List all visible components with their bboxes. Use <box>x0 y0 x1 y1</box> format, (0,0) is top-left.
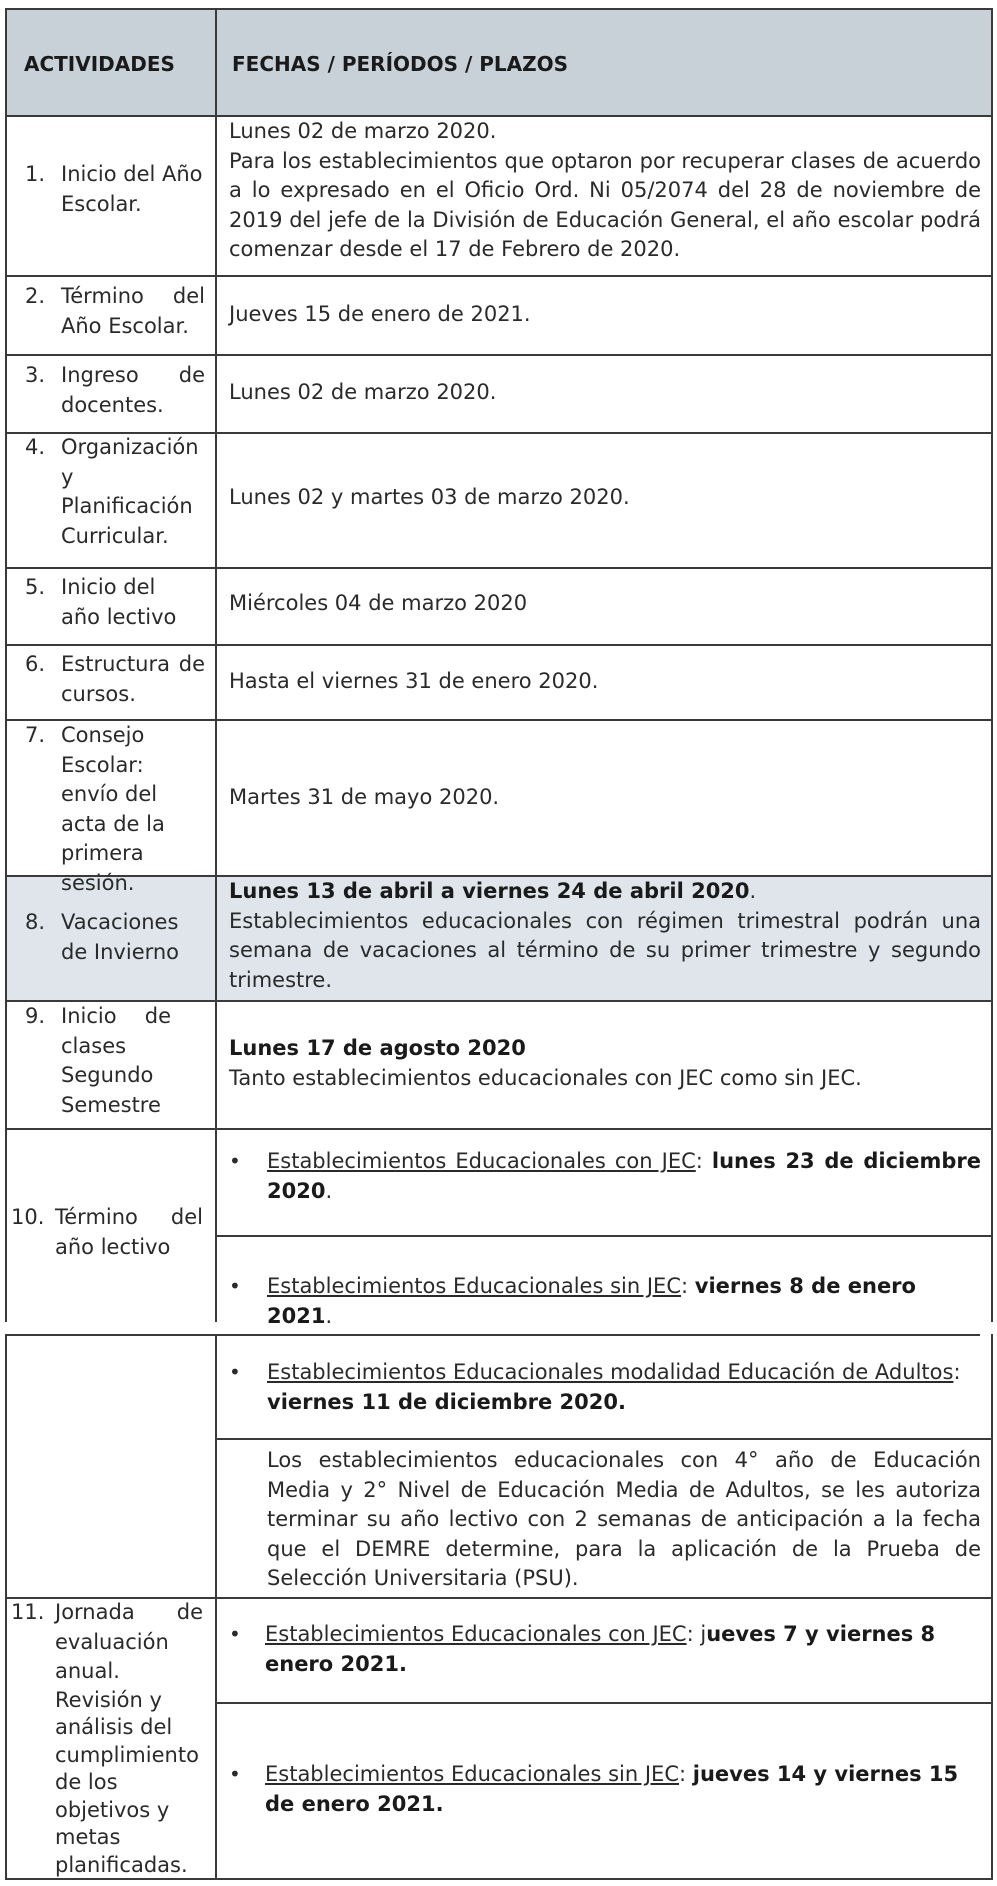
date-2: Jueves 15 de enero de 2021. <box>229 302 531 326</box>
activity-7 <box>5 721 215 898</box>
item-end: . <box>325 1178 333 1203</box>
activity-8 <box>5 908 215 967</box>
item-label: Establecimientos Educacionales con JEC <box>267 1149 696 1173</box>
activity-label: Término del Año Escolar. <box>61 284 205 338</box>
activity-label: Inicio de clases Segundo Semestre <box>61 1004 171 1117</box>
item-sep: : <box>680 1274 695 1298</box>
activity-number: 7. <box>25 723 46 747</box>
bullet-icon: • <box>229 1622 241 1646</box>
activity-number: 2. <box>25 284 46 308</box>
item-value: viernes 11 de diciembre 2020. <box>267 1389 626 1414</box>
item-value: ueves 7 y viernes 8 enero 2021. <box>265 1622 936 1676</box>
item-value: jueves 14 y viernes 15 de enero 2021. <box>265 1762 959 1816</box>
date-line: Lunes 02 de marzo 2020. <box>229 119 497 143</box>
date-9 <box>229 1034 981 1093</box>
item-sep: : j <box>686 1622 707 1646</box>
activity-number: 6. <box>25 652 46 676</box>
end-item-jec <box>229 1147 981 1206</box>
end-note: Los establecimientos educacionales con 4° año de Educación Media y 2° Nivel de Educación Media de Adultos, se les autoriza terminar su año lectivo con 2 semanas de anticipación a la fecha que el DEMRE determine, para la aplicación de la Prueba de Selección Universitaria (PSU). <box>267 1448 981 1590</box>
date-5: Miércoles 04 de marzo 2020 <box>229 591 528 615</box>
activity-label: Inicio del Año Escolar. <box>61 162 203 216</box>
activity-number: 11. <box>11 1600 45 1624</box>
activity-5 <box>5 573 215 632</box>
item-label: Establecimientos Educacionales sin JEC <box>265 1762 679 1786</box>
item-label: Establecimientos Educacionales modalidad Educación de Adultos <box>267 1360 954 1384</box>
eval-item-sin-jec <box>229 1760 981 1819</box>
item-value: viernes 8 de enero 2021 <box>267 1274 916 1328</box>
activity-11 <box>0 1598 215 1879</box>
activity-1 <box>5 160 215 219</box>
date-1 <box>229 117 981 265</box>
date-detail: Para los establecimientos que optaron por recuperar clases de acuerdo a lo expresado en el Oficio Ord. Ni 05/2074 del 28 de noviembre de 2019 del jefe de la División de Educación General, el año escolar podrá comenzar desde el 17 de Febrero de 2020. <box>229 148 981 261</box>
activity-label: Ingreso de docentes. <box>61 363 205 417</box>
item-end: . <box>325 1303 333 1328</box>
activity-label: Consejo Escolar: envío del acta de la primera sesión. <box>61 723 165 895</box>
activity-10 <box>0 1203 215 1262</box>
date-bold: Lunes 17 de agosto 2020 <box>229 1036 526 1060</box>
bullet-icon: • <box>229 1274 241 1298</box>
activity-number: 10. <box>11 1205 45 1229</box>
date-line <box>229 877 981 907</box>
activity-label: Vacaciones de Invierno <box>61 910 180 964</box>
item-sep: : <box>678 1762 693 1786</box>
end-item-sin-jec <box>229 1272 981 1331</box>
bullet-icon: • <box>229 1149 241 1173</box>
activity-label: Organización y Planificación Curricular. <box>61 435 199 548</box>
item-value: lunes 23 de diciembre 2020 <box>267 1149 981 1203</box>
date-3: Lunes 02 de marzo 2020. <box>229 380 497 404</box>
activity-number: 4. <box>25 435 46 459</box>
header-dates: FECHAS / PERÍODOS / PLAZOS <box>232 52 569 76</box>
activity-label: Jornada de evaluación anual. <box>55 1600 203 1683</box>
activity-label: Término del año lectivo <box>55 1205 203 1259</box>
activity-label: Estructura de cursos. <box>61 652 205 706</box>
header-activities: ACTIVIDADES <box>24 52 175 76</box>
eval-item-jec <box>229 1620 981 1679</box>
date-8 <box>229 877 981 995</box>
date-bold: Lunes 13 de abril a viernes 24 de abril 2020 <box>229 879 750 903</box>
bullet-icon: • <box>229 1360 241 1384</box>
date-6: Hasta el viernes 31 de enero 2020. <box>229 669 599 693</box>
activity-4 <box>5 433 215 551</box>
activity-label-cont: Revisión y análisis del cumplimiento de los objetivos y metas planificadas. <box>55 1687 199 1877</box>
activity-3 <box>5 361 215 420</box>
activity-number: 8. <box>25 910 46 934</box>
date-4: Lunes 02 y martes 03 de marzo 2020. <box>229 485 630 509</box>
date-detail: Establecimientos educacionales con régimen trimestral podrán una semana de vacaciones al término de su primer trimestre y segundo trimestre. <box>229 908 981 992</box>
item-label: Establecimientos Educacionales con JEC <box>265 1622 687 1646</box>
date-detail: Tanto establecimientos educacionales con JEC como sin JEC. <box>229 1065 862 1090</box>
item-sep: : <box>953 1360 961 1384</box>
activity-label: Inicio del año lectivo <box>61 575 177 629</box>
bullet-icon: • <box>229 1762 241 1786</box>
item-label: Establecimientos Educacionales sin JEC <box>267 1274 681 1298</box>
activity-number: 3. <box>25 363 46 387</box>
date-7: Martes 31 de mayo 2020. <box>229 785 500 809</box>
activity-6 <box>5 650 215 709</box>
activity-number: 9. <box>25 1004 46 1028</box>
activity-9 <box>5 1002 215 1120</box>
item-sep: : <box>695 1149 712 1173</box>
activity-number: 5. <box>25 575 46 599</box>
end-item-adultos <box>229 1358 981 1417</box>
activity-2 <box>5 282 215 341</box>
date-end: . <box>749 879 757 903</box>
activity-number: 1. <box>25 162 46 186</box>
